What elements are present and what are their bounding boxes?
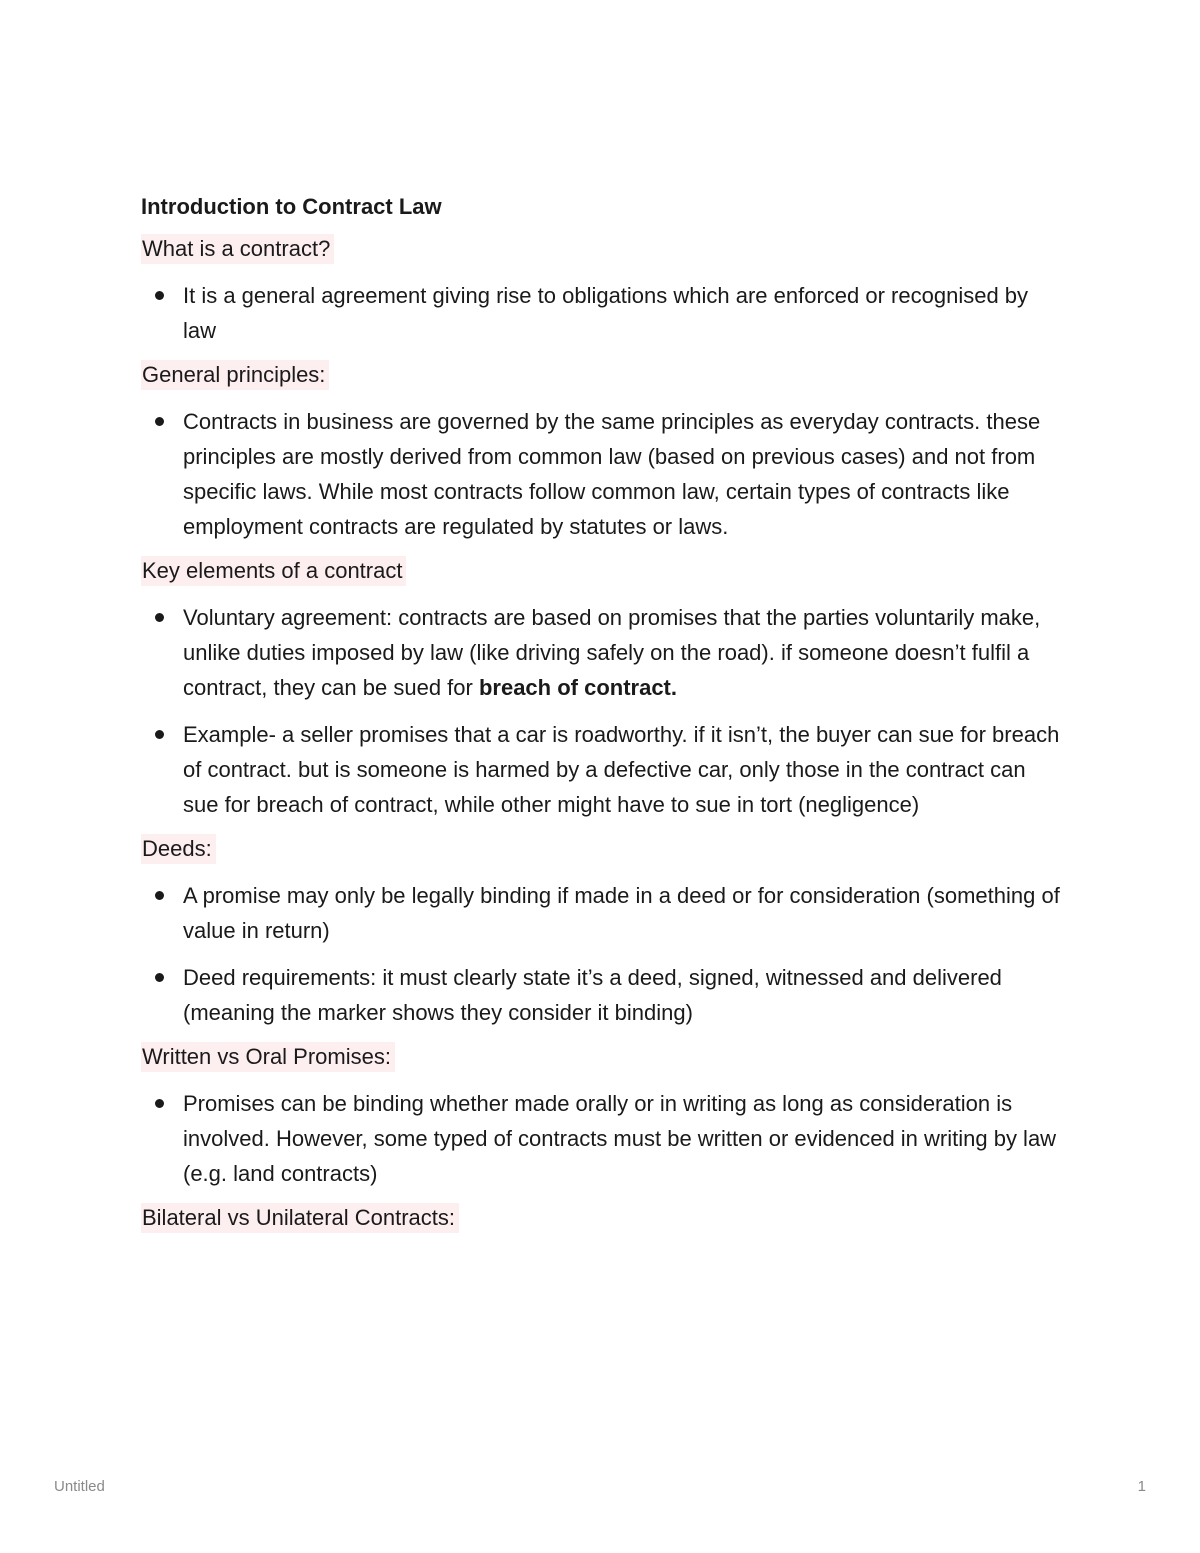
bullet-icon xyxy=(155,613,164,622)
list-item xyxy=(141,717,1061,822)
list-item-text: Promises can be binding whether made orally or in writing as long as consideration is involved. However, some typed of contracts must be written or evidenced in writing by law (e.g. land contracts) xyxy=(183,1091,1057,1186)
list-item xyxy=(141,878,1061,948)
section-heading-row xyxy=(141,234,1061,264)
bullet-icon xyxy=(155,417,164,426)
bullet-icon xyxy=(155,291,164,300)
bullet-icon xyxy=(155,973,164,982)
section-heading: What is a contract? xyxy=(141,234,334,264)
list-item xyxy=(141,960,1061,1030)
footer-page-number: 1 xyxy=(1137,1478,1146,1495)
list-item-text: Deed requirements: it must clearly state it’s a deed, signed, witnessed and delivered (meaning the marker shows they consider it binding) xyxy=(183,965,1002,1025)
list-item xyxy=(141,1086,1061,1191)
bullet-list xyxy=(141,878,1061,1030)
bullet-icon xyxy=(155,730,164,739)
footer-document-name: Untitled xyxy=(54,1478,105,1495)
list-item-text: Contracts in business are governed by the same principles as everyday contracts. these principles are mostly derived from common law (based on previous cases) and not from specific laws. While most contracts follow common law, certain types of contracts like employment contracts are regulated by statutes or laws. xyxy=(183,409,1041,539)
bullet-list xyxy=(141,600,1061,822)
list-item-text: Voluntary agreement: contracts are based on promises that the parties voluntarily make, unlike duties imposed by law (like driving safely on the road). if someone doesn’t fulfil a contract, they can be sued for xyxy=(183,605,1041,700)
section-heading-row xyxy=(141,1203,1061,1233)
section-heading-row xyxy=(141,1042,1061,1072)
section-heading: Written vs Oral Promises: xyxy=(141,1042,395,1072)
list-item xyxy=(141,600,1061,705)
bold-term: breach of contract. xyxy=(478,675,677,700)
section-heading: General principles: xyxy=(141,360,329,390)
list-item xyxy=(141,404,1061,544)
document-title: Introduction to Contract Law xyxy=(141,194,442,219)
section-heading-row xyxy=(141,834,1061,864)
bullet-icon xyxy=(155,1099,164,1108)
section-heading-row xyxy=(141,360,1061,390)
section-heading: Deeds: xyxy=(141,834,216,864)
list-item xyxy=(141,278,1061,348)
section-heading-row xyxy=(141,556,1061,586)
section-heading: Key elements of a contract xyxy=(141,556,406,586)
bullet-list xyxy=(141,1086,1061,1191)
list-item-text: It is a general agreement giving rise to obligations which are enforced or recognised by law xyxy=(183,283,1029,343)
list-item-text: Example- a seller promises that a car is roadworthy. if it isn’t, the buyer can sue for breach of contract. but is someone is harmed by a defective car, only those in the contract can sue for breach of contract, while other might have to sue in tort (negligence) xyxy=(183,722,1060,817)
list-item-text: A promise may only be legally binding if made in a deed or for consideration (something of value in return) xyxy=(183,883,1060,943)
bullet-icon xyxy=(155,891,164,900)
page-content xyxy=(141,190,1061,1247)
bullet-list xyxy=(141,404,1061,544)
section-heading: Bilateral vs Unilateral Contracts: xyxy=(141,1203,459,1233)
bullet-list xyxy=(141,278,1061,348)
